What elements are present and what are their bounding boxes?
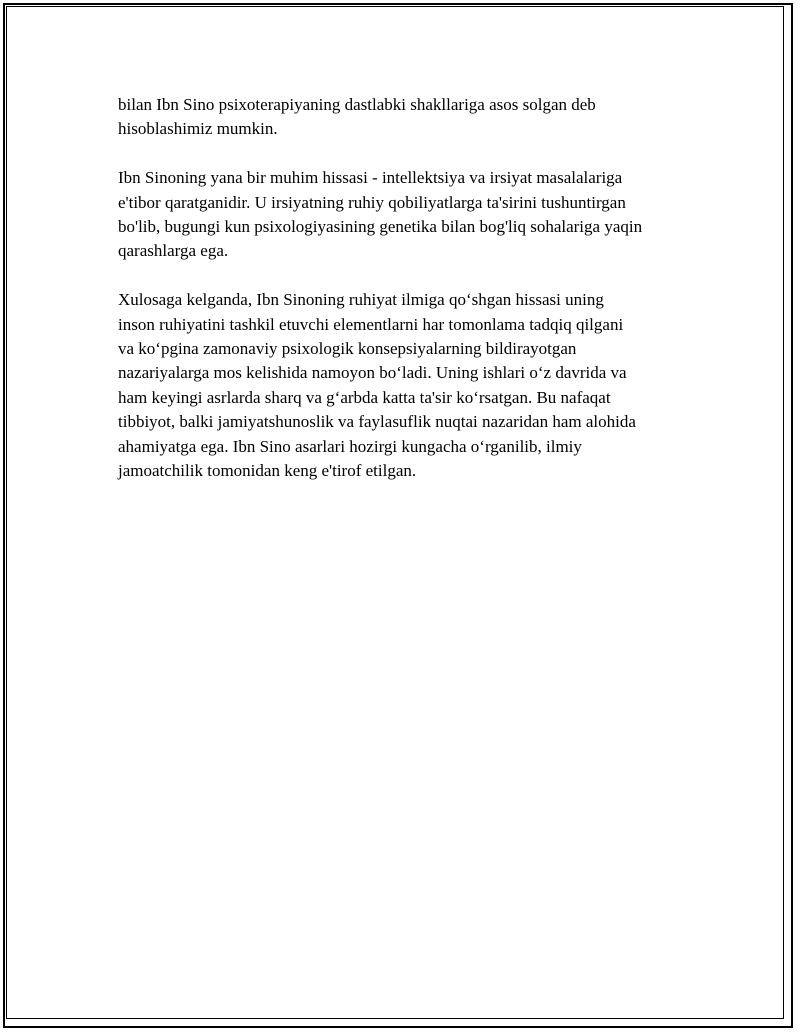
- text-line: bo'lib, bugungi kun psixologiyasining genetika bilan bog'liq sohalariga yaqin: [118, 217, 643, 237]
- paragraph-3: [118, 288, 688, 483]
- text-line: ahamiyatga ega. Ibn Sino asarlari hozirgi kungacha o‘rganilib, ilmiy: [118, 436, 582, 456]
- text-line: nazariyalarga mos kelishida namoyon bo‘ladi. Uning ishlari o‘z davrida va: [118, 363, 627, 383]
- text-line: Xulosaga kelganda, Ibn Sinoning ruhiyat ilmiga qo‘shgan hissasi uning: [118, 290, 604, 310]
- text-line: bilan Ibn Sino psixoterapiyaning dastlabki shakllariga asos solgan deb: [118, 95, 596, 114]
- text-line: jamoatchilik tomonidan keng e'tirof etilgan.: [118, 461, 417, 481]
- document-body: [118, 93, 688, 483]
- text-line: Ibn Sinoning yana bir muhim hissasi - intellektsiya va irsiyat masalalariga: [118, 168, 623, 188]
- text-line: ham keyingi asrlarda sharq va g‘arbda katta ta'sir ko‘rsatgan. Bu nafaqat: [118, 387, 611, 407]
- text-line: va ko‘pgina zamonaviy psixologik konsepsiyalarning bildirayotgan: [118, 339, 577, 359]
- text-line: inson ruhiyatini tashkil etuvchi elementlarni har tomonlama tadqiq qilgani: [118, 314, 624, 334]
- text-line: e'tibor qaratganidir. U irsiyatning ruhiy qobiliyatlarga ta'sirini tushuntirgan: [118, 192, 626, 212]
- paragraph-1: [118, 93, 688, 142]
- text-line: hisoblashimiz mumkin.: [118, 119, 278, 139]
- text-line: qarashlarga ega.: [118, 241, 229, 261]
- text-line: tibbiyot, balki jamiyatshunoslik va faylasuflik nuqtai nazaridan ham alohida: [118, 412, 636, 432]
- paragraph-2: [118, 166, 688, 264]
